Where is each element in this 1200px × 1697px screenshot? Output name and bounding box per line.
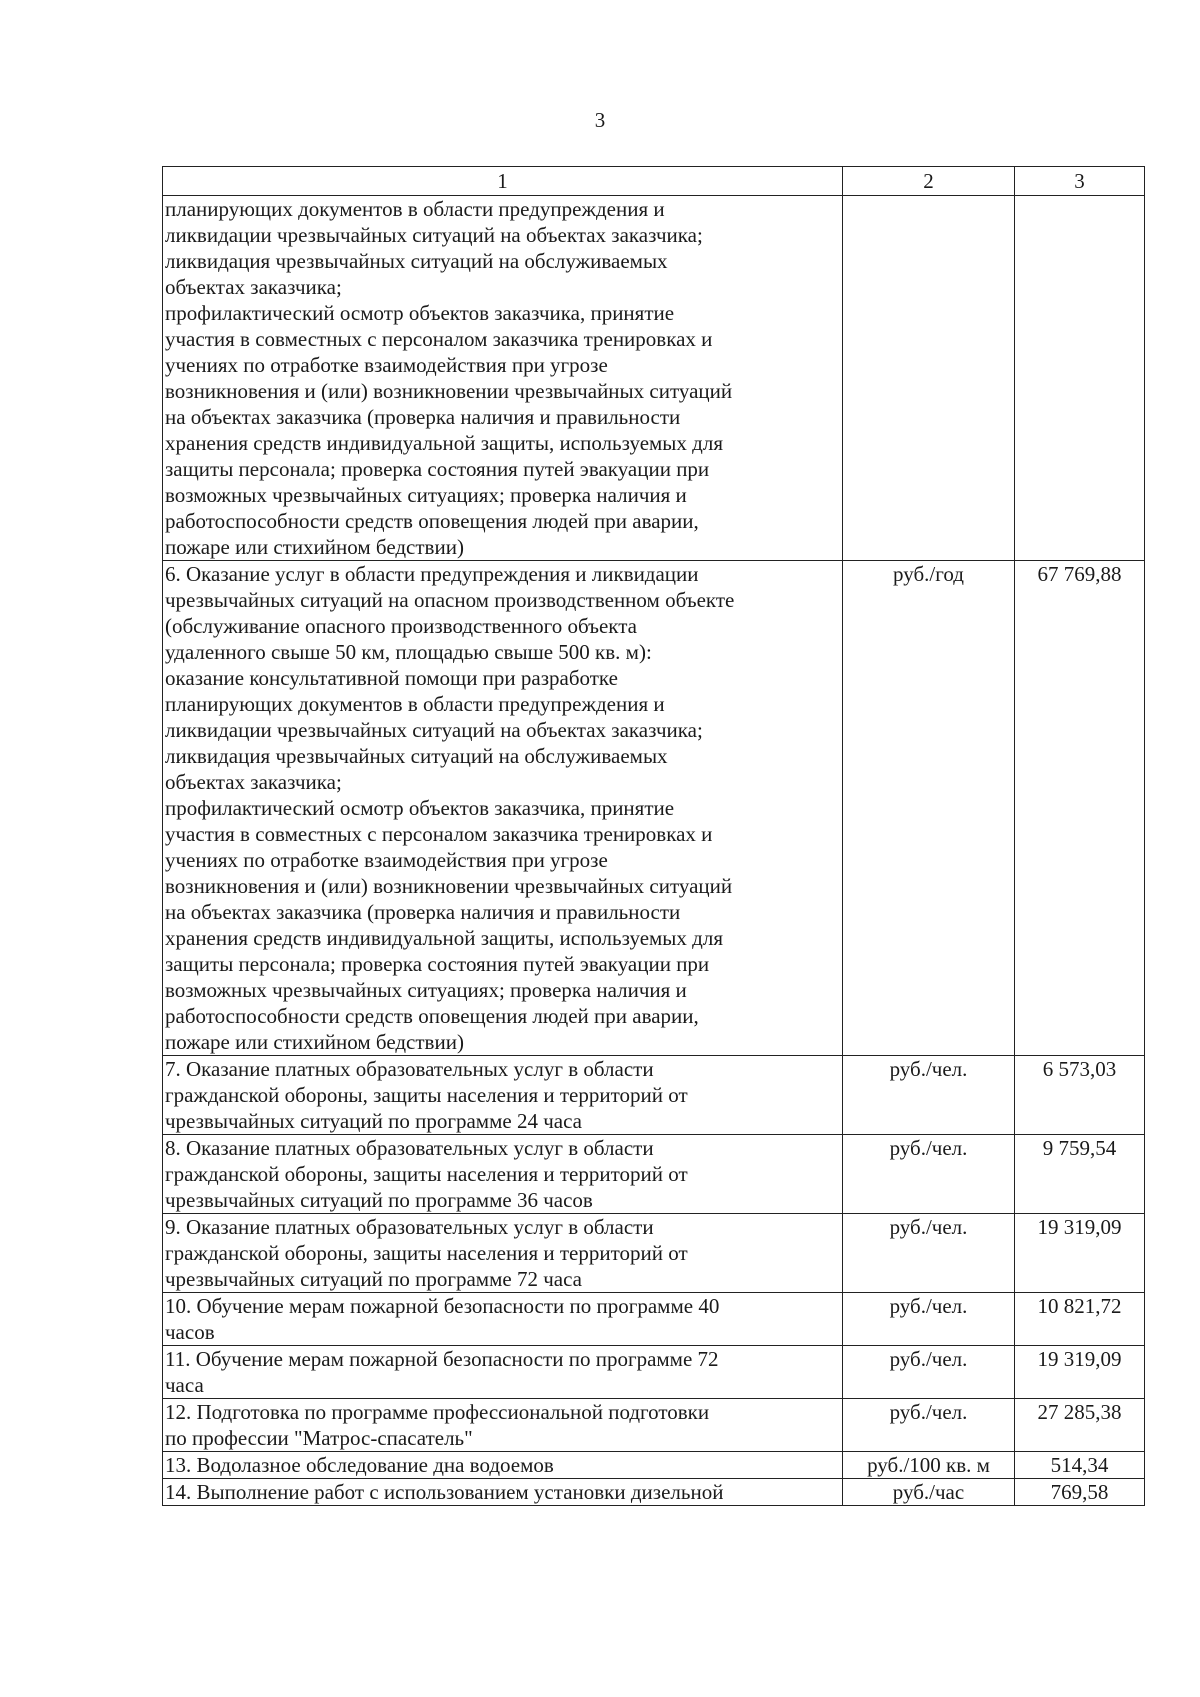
price-value: 514,34 [1015,1452,1145,1479]
table-row [163,1479,1145,1506]
price-value: 9 759,54 [1015,1135,1145,1214]
unit-of-measure: руб./чел. [843,1346,1015,1399]
table-header-row [163,167,1145,196]
column-header-3: 3 [1015,167,1145,196]
unit-of-measure: руб./чел. [843,1293,1015,1346]
column-header-2: 2 [843,167,1015,196]
table-row [163,196,1145,561]
unit-of-measure: руб./чел. [843,1135,1015,1214]
page-number: 3 [594,108,606,132]
price-value: 6 573,03 [1015,1056,1145,1135]
price-value: 10 821,72 [1015,1293,1145,1346]
tariff-table [162,166,1145,1506]
service-description: 13. Водолазное обследование дна водоемов [163,1452,843,1479]
service-description: 14. Выполнение работ с использованием установки дизельной [163,1479,843,1506]
service-description: 10. Обучение мерам пожарной безопасности по программе 40 часов [163,1293,843,1346]
table-row [163,1135,1145,1214]
table-row [163,1293,1145,1346]
unit-of-measure: руб./чел. [843,1214,1015,1293]
price-value [1015,196,1145,561]
table-row [163,1214,1145,1293]
column-header-1: 1 [163,167,843,196]
price-value: 27 285,38 [1015,1399,1145,1452]
service-description: 7. Оказание платных образовательных услуг в области гражданской обороны, защиты населения и территорий от чрезвычайных ситуаций по программе 24 часа [163,1056,843,1135]
unit-of-measure: руб./100 кв. м [843,1452,1015,1479]
table-row [163,1056,1145,1135]
unit-of-measure: руб./чел. [843,1399,1015,1452]
service-description: 6. Оказание услуг в области предупреждения и ликвидации чрезвычайных ситуаций на опасном производственном объекте (обслуживание опасного производственного объекта удаленного свыше 50 км, площадью свыше 500 кв. м): оказание консультативной помощи при разработке планирующих документов в области предупреждения и ликвидации чрезвычайных ситуаций на объектах заказчика; ликвидация чрезвычайных ситуаций на обслуживаемых объектах заказчика; профилактический осмотр объектов заказчика, принятие участия в совместных с персоналом заказчика тренировках и учениях по отработке взаимодействия при угрозе возникновения и (или) возникновении чрезвычайных ситуаций на объектах заказчика (проверка наличия и правильности хранения средств индивидуальной защиты, используемых для защиты персонала; проверка состояния путей эвакуации при возможных чрезвычайных ситуациях; проверка наличия и работоспособности средств оповещения людей при аварии, пожаре или стихийном бедствии) [163,561,843,1056]
unit-of-measure: руб./год [843,561,1015,1056]
unit-of-measure: руб./чел. [843,1056,1015,1135]
table-row [163,1399,1145,1452]
price-value: 769,58 [1015,1479,1145,1506]
unit-of-measure: руб./час [843,1479,1015,1506]
service-description: 12. Подготовка по программе профессиональной подготовки по профессии "Матрос-спасатель" [163,1399,843,1452]
service-description: планирующих документов в области предупреждения и ликвидации чрезвычайных ситуаций на объектах заказчика; ликвидация чрезвычайных ситуаций на обслуживаемых объектах заказчика; профилактический осмотр объектов заказчика, принятие участия в совместных с персоналом заказчика тренировках и учениях по отработке взаимодействия при угрозе возникновения и (или) возникновении чрезвычайных ситуаций на объектах заказчика (проверка наличия и правильности хранения средств индивидуальной защиты, используемых для защиты персонала; проверка состояния путей эвакуации при возможных чрезвычайных ситуациях; проверка наличия и работоспособности средств оповещения людей при аварии, пожаре или стихийном бедствии) [163,196,843,561]
unit-of-measure [843,196,1015,561]
price-value: 67 769,88 [1015,561,1145,1056]
price-value: 19 319,09 [1015,1214,1145,1293]
service-description: 8. Оказание платных образовательных услуг в области гражданской обороны, защиты населения и территорий от чрезвычайных ситуаций по программе 36 часов [163,1135,843,1214]
service-description: 11. Обучение мерам пожарной безопасности по программе 72 часа [163,1346,843,1399]
table-row [163,1452,1145,1479]
price-value: 19 319,09 [1015,1346,1145,1399]
service-description: 9. Оказание платных образовательных услуг в области гражданской обороны, защиты населения и территорий от чрезвычайных ситуаций по программе 72 часа [163,1214,843,1293]
table-row [163,1346,1145,1399]
table-row [163,561,1145,1056]
